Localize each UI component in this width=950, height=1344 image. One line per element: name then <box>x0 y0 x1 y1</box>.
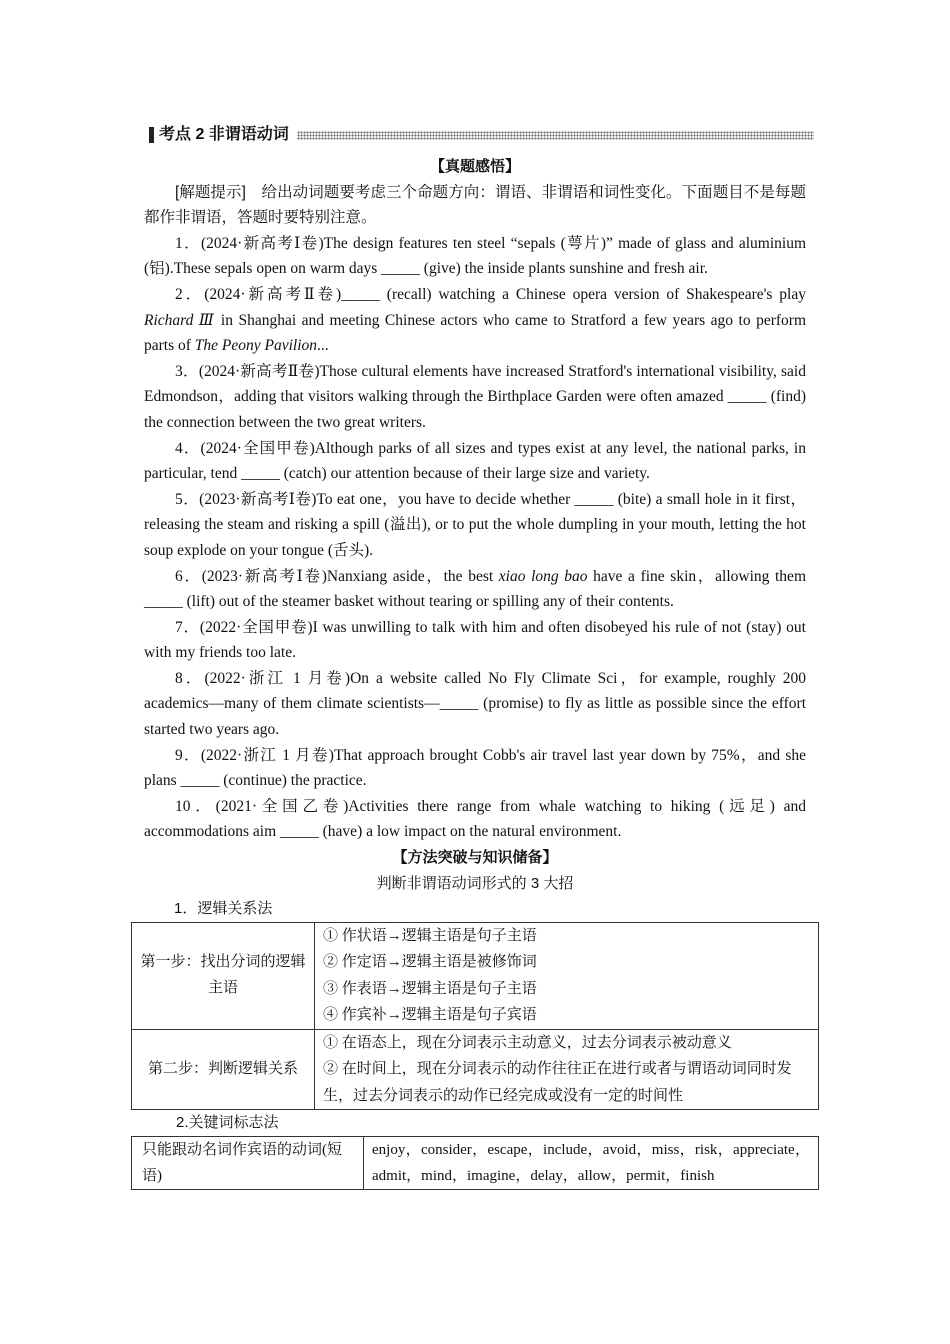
list-item: ① 在语态上，现在分词表示主动意义，过去分词表示被动意义 <box>323 1034 732 1051</box>
question-8 <box>144 666 806 743</box>
question-text: _____ (recall) watching a Chinese opera version of Shakespeare's play <box>341 285 806 303</box>
table-row <box>132 922 819 1029</box>
question-text: in Shanghai and meeting Chinese actors who came to Stratford a few years ago to perform parts of <box>144 311 806 355</box>
question-text: Those cultural elements have increased Stratford's international visibility, said Edmondson，adding that visitors walking through the Birthplace Garden were often amazed _____ (find) the connection between the two great writers. <box>144 362 806 431</box>
question-3 <box>144 359 806 436</box>
hint-paragraph <box>144 180 806 231</box>
hint-label: [解题提示] <box>175 183 246 201</box>
list-item: ③ 作表语→逻辑主语是句子主语 <box>323 980 537 997</box>
question-9 <box>144 743 806 794</box>
question-text: On a website called No Fly Climate Sci，for example, roughly 200 academics—many of them climate scientists—_____ (promise) to fly as little as possible since the effort started two years ago. <box>144 669 806 739</box>
table-cell-content <box>315 1029 819 1110</box>
question-2 <box>144 282 806 359</box>
dish-name: xiao long bao <box>498 567 588 585</box>
question-number: 3． <box>175 362 199 380</box>
document-page <box>140 120 810 1190</box>
question-source: (2022·浙江 1 月卷) <box>204 669 351 687</box>
heading-zhenti: 【真题感悟】 <box>429 158 520 175</box>
question-number: 2． <box>175 285 205 303</box>
question-text: That approach brought Cobb's air travel last year down by 75%，and she plans _____ (continue) the practice. <box>144 746 806 790</box>
dotted-rule <box>297 131 814 140</box>
heading-method-sub: 判断非谓语动词形式的 3 大招 <box>376 874 574 892</box>
question-text: Activities there range from whale watching to hiking (远足) and accommodations aim _____ (have) a low impact on the natural environment. <box>144 797 806 841</box>
question-source: (2021·全国乙卷) <box>215 797 349 815</box>
question-text: Although parks of all sizes and types exist at any level, the national parks, in particular, tend _____ (catch) our attention because of their large size and variety. <box>144 439 806 483</box>
list-item: ② 作定语→逻辑主语是被修饰词 <box>323 954 537 971</box>
question-number: 5． <box>175 490 200 508</box>
list-item: ② 在时间上，现在分词表示的动作往往正在进行或者与谓语动词同时发生，过去分词表示的动作已经完成或没有一定的时间性 <box>323 1061 792 1104</box>
question-text: The design features ten steel “sepals (萼片)” made of glass and aluminium (铝).These sepals open on warm days _____ (give) the inside plants sunshine and fresh air. <box>144 234 806 278</box>
question-source: (2023·新高考Ⅰ卷) <box>201 567 327 585</box>
logic-table <box>131 922 819 1111</box>
method1-title: 1．逻辑关系法 <box>174 900 273 918</box>
question-4 <box>144 436 806 487</box>
question-number: 8． <box>175 669 205 687</box>
keyword-table <box>131 1136 819 1190</box>
question-number: 10． <box>175 797 216 815</box>
question-source: (2024·新高考Ⅱ卷) <box>204 285 342 303</box>
heading-method: 【方法突破与知识储备】 <box>392 849 558 867</box>
question-source: (2022·浙江 1 月卷) <box>200 746 334 764</box>
table-row <box>132 1136 819 1189</box>
table-cell-content <box>315 922 819 1029</box>
table-cell-label: 只能跟动名词作宾语的动词(短语) <box>132 1136 364 1189</box>
question-1 <box>144 231 806 282</box>
question-source: (2024·新高考Ⅱ卷) <box>198 362 320 380</box>
question-number: 9． <box>175 746 201 764</box>
question-source: (2024·全国甲卷) <box>200 439 315 457</box>
question-7 <box>144 615 806 666</box>
question-text: have a fine skin，allowing them _____ (lift) out of the steamer basket without tearing or spilling any of their contents. <box>144 567 806 611</box>
table-cell-label: 第一步：找出分词的逻辑主语 <box>132 922 315 1029</box>
question-text: To eat one，you have to decide whether _____ (bite) a small hole in it first，releasing the steam and risking a spill (溢出), or to put the whole dumpling in your mouth, letting the hot soup explode on your tongue (舌头). <box>144 490 806 559</box>
list-item: ④ 作宾补→逻辑主语是句子宾语 <box>323 1007 537 1024</box>
question-source: (2022·全国甲卷) <box>199 618 313 636</box>
section-header <box>149 120 806 150</box>
question-number: 1． <box>175 234 201 252</box>
question-source: (2024·新高考Ⅰ卷) <box>200 234 324 252</box>
question-number: 4． <box>175 439 201 457</box>
play-title: Richard Ⅲ <box>144 311 216 329</box>
question-text: Nanxiang aside，the best <box>326 567 499 585</box>
section-title: 考点 2 非谓语动词 <box>159 126 289 144</box>
question-text: I was unwilling to talk with him and often disobeyed his rule of not (stay) out with my friends too late. <box>144 618 806 662</box>
question-number: 6． <box>175 567 202 585</box>
table-cell-label: 第二步：判断逻辑关系 <box>132 1029 315 1110</box>
hint-text: 给出动词题要考虑三个命题方向：谓语、非谓语和词性变化。下面题目不是每题都作非谓语，答题时要特别注意。 <box>144 183 806 227</box>
play-title: The Peony Pavilion <box>194 337 318 355</box>
list-item: ① 作状语→逻辑主语是句子主语 <box>323 927 537 944</box>
table-row <box>132 1029 819 1110</box>
question-source: (2023·新高考Ⅰ卷) <box>199 490 317 508</box>
question-text: ... <box>317 337 329 355</box>
section-marker <box>149 127 154 143</box>
method2-title: 2.关键词标志法 <box>176 1114 279 1132</box>
question-6 <box>144 564 806 615</box>
question-number: 7． <box>175 618 200 636</box>
question-5 <box>144 487 806 564</box>
question-10 <box>144 794 806 845</box>
table-cell-content: enjoy，consider，escape，include，avoid，miss，risk，appreciate，admit，mind，imagine，delay，allow，permit，finish <box>364 1136 819 1189</box>
